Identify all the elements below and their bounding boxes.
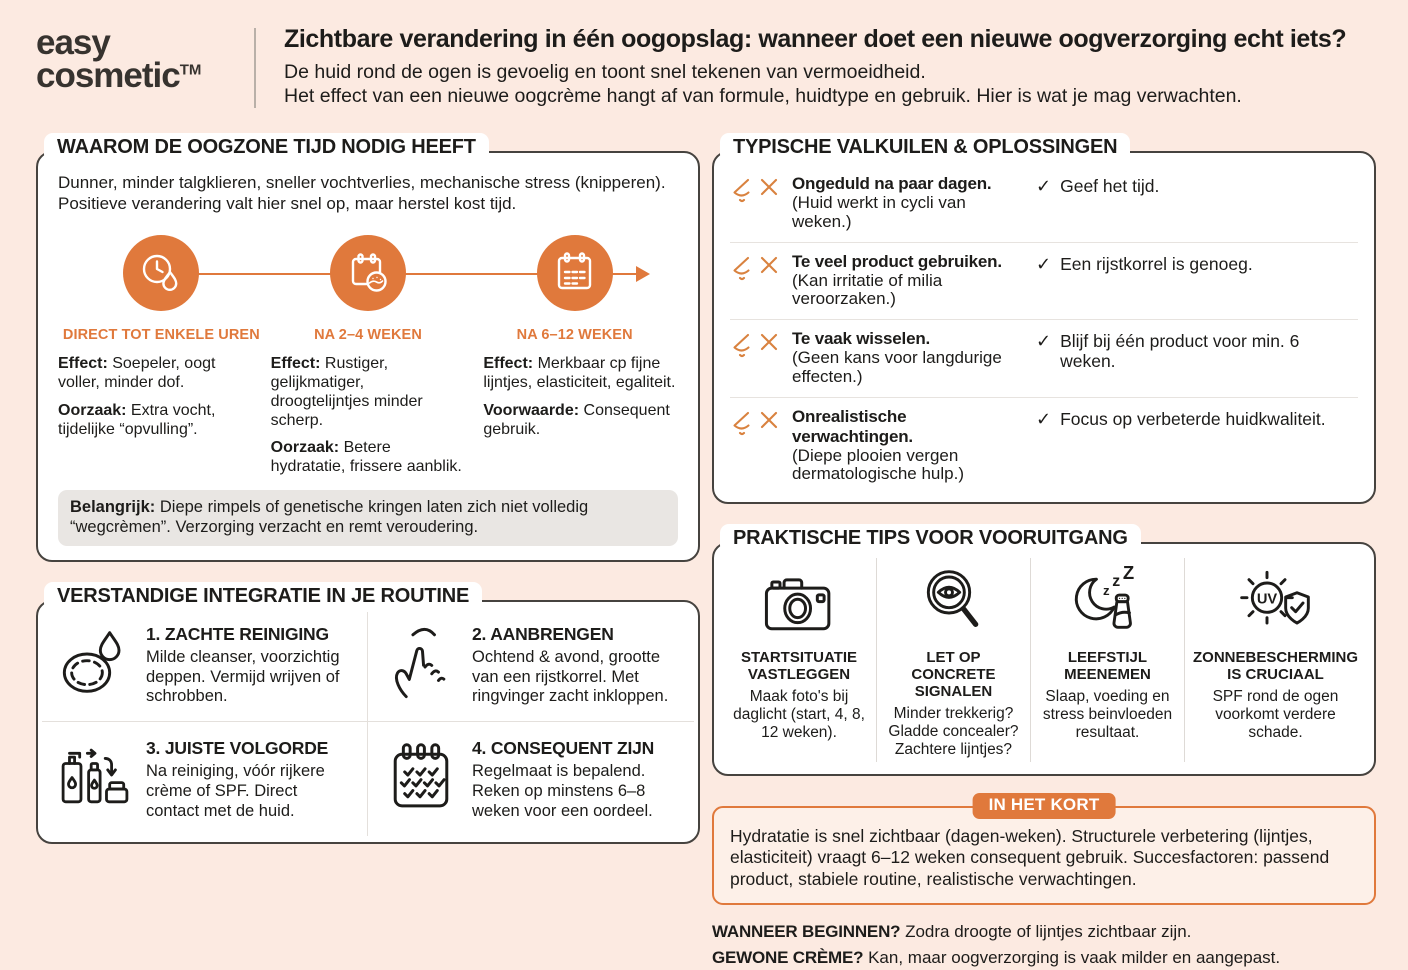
solution-text: Geef het tijd. xyxy=(1060,176,1160,197)
pitfall-solution xyxy=(1036,329,1358,371)
detail-text: Soepeler, oogt voller, minder dof. xyxy=(58,354,216,391)
routine-step-body: Regelmaat is bepalend. Reken op minstens 6–8 weken voor een oordeel. xyxy=(472,762,653,820)
pitfall-detail: (Geen kans voor langdurige effecten.) xyxy=(792,348,1002,386)
routine-grid xyxy=(38,602,698,842)
milestone-detail-2 xyxy=(271,355,466,486)
pitfalls-panel xyxy=(712,151,1376,504)
slash-curve-icon xyxy=(730,177,754,203)
clock-drop-icon xyxy=(123,235,199,311)
detail-label: Effect: xyxy=(483,354,534,372)
footer-line-1 xyxy=(712,919,1376,945)
pitfall-icons xyxy=(730,329,792,358)
routine-step-title: 4. CONSEQUENT ZIJN xyxy=(472,738,655,759)
cross-icon xyxy=(759,177,779,197)
why-intro-line1: Dunner, minder talgklieren, sneller vochtverlies, mechanische stress (knipperen). xyxy=(58,173,666,193)
cross-icon xyxy=(759,410,779,430)
camera-icon xyxy=(730,560,868,646)
magnifier-eye-icon xyxy=(885,560,1022,646)
check-icon: ✓ xyxy=(1036,176,1052,197)
tip-text: Minder trekkerig? Gladde concealer? Zachtere lijntjes? xyxy=(888,704,1019,759)
tip-title: LEEFSTIJL MEENEMEN xyxy=(1064,648,1151,683)
detail-text: Betere hydratatie, frissere aanblik. xyxy=(270,439,462,476)
routine-panel-title: VERSTANDIGE INTEGRATIE IN JE ROUTINE xyxy=(44,582,482,612)
important-note xyxy=(58,490,678,546)
check-icon: ✓ xyxy=(1036,253,1052,274)
summary-text: Hydratatie is snel zichtbaar (dagen-weken). Structurele verbetering (lijntjes, elasticiteit) vraagt 6–12 weken consequent gebruik. Succesfactoren: passend product, stabiele routine, realistische verwachtingen. xyxy=(730,825,1330,890)
slash-curve-icon xyxy=(730,410,754,436)
svg-text:Z: Z xyxy=(1123,565,1135,584)
footer-answer: Kan, maar oogverzorging is vaak milder en aangepast. xyxy=(868,947,1281,967)
cross-icon xyxy=(759,255,779,275)
footer-question: WANNEER BEGINNEN? xyxy=(712,922,901,942)
why-intro-line2: Positieve verandering valt hier snel op, maar herstel kost tijd. xyxy=(58,194,517,214)
milestone-detail-3 xyxy=(483,355,678,486)
tips-panel-wrap xyxy=(712,526,1376,776)
header-text xyxy=(284,26,1346,109)
footer-line-2 xyxy=(712,945,1376,970)
pitfall-problem: Ongeduld na paar dagen. xyxy=(792,174,992,194)
timeline-cell-1 xyxy=(58,229,265,311)
tip-item-3 xyxy=(1030,558,1184,762)
detail-label: Effect: xyxy=(58,354,108,372)
detail-text: Consequent gebruik. xyxy=(483,401,670,438)
routine-step-text xyxy=(146,738,353,821)
tip-text: Slaap, voeding en stress beinvloeden resultaat. xyxy=(1042,687,1173,742)
routine-step-text xyxy=(472,624,680,707)
routine-step-body: Milde cleanser, voorzichtig deppen. Vermijd wrijven of schrobben. xyxy=(146,647,340,706)
detail-text: Merkbaar cp fijne lijntjes, elasticiteit, egaliteit. xyxy=(483,354,676,391)
tip-title: ZONNEBESCHERMING IS CRUCIAAL xyxy=(1192,648,1358,683)
calendar-dash-icon xyxy=(537,235,613,311)
timeline-label-1: DIRECT TOT ENKELE UREN xyxy=(62,326,260,343)
timeline-cell-2 xyxy=(265,229,472,311)
detail-text: Rustiger, gelijkmatiger, droogtelijntjes minder scherp. xyxy=(270,354,423,429)
routine-panel-wrap xyxy=(36,584,700,844)
pitfall-solution xyxy=(1036,407,1358,429)
pitfall-detail: (Kan irritatie of milia veroorzaken.) xyxy=(792,270,943,309)
pitfall-problem: Onrealistische verwachtingen. xyxy=(792,406,913,446)
tip-title: LET OP CONCRETE SIGNALEN xyxy=(911,648,996,700)
note-text: Diepe rimpels of genetische kringen laten zich niet volledig “wegcrèmen”. Verzorging verzacht en remt veroudering. xyxy=(70,498,589,536)
logo-line1: easy xyxy=(36,23,110,62)
routine-step-body: Na reiniging, vóór rijkere crème of SPF. Direct contact met de huid. xyxy=(146,762,325,820)
pitfall-row xyxy=(730,320,1358,397)
pitfall-icons xyxy=(730,174,792,203)
tips-grid xyxy=(714,544,1374,774)
routine-step-text xyxy=(146,624,353,707)
solution-text: Blijf bij één product voor min. 6 weken. xyxy=(1060,331,1300,372)
tip-item-4 xyxy=(1184,558,1366,762)
tip-text: SPF rond de ogen voorkomt verdere schade. xyxy=(1212,687,1339,742)
svg-text:z: z xyxy=(1103,582,1111,598)
routine-step-1 xyxy=(42,608,368,722)
pitfall-text xyxy=(792,407,1036,484)
timeline-label-3: NA 6–12 WEKEN xyxy=(516,326,633,343)
detail-label: Voorwaarde: xyxy=(483,401,580,419)
detail-label: Effect: xyxy=(270,354,321,372)
tip-text: Maak foto's bij daglicht (start, 4, 8, 12 weken). xyxy=(733,687,865,742)
main-content xyxy=(0,119,1408,970)
pitfall-text xyxy=(792,252,1036,309)
tip-item-1 xyxy=(722,558,876,762)
footer-question: GEWONE CRÈME? xyxy=(712,947,864,967)
solution-text: Een rijstkorrel is genoeg. xyxy=(1060,253,1253,274)
routine-step-3 xyxy=(42,722,368,835)
routine-step-title: 1. ZACHTE REINIGING xyxy=(146,623,329,644)
page-subtitle-2: Het effect van een nieuwe oogcrème hangt af van formule, huidtype en gebruik. Hier is wat je mag verwachten. xyxy=(284,85,1242,108)
logo-trademark: TM xyxy=(179,61,202,79)
pitfalls-body xyxy=(714,153,1374,502)
footer-questions xyxy=(712,919,1376,970)
pitfall-solution xyxy=(1036,174,1358,196)
finger-tap-icon xyxy=(384,624,458,702)
pitfalls-panel-wrap xyxy=(712,136,1376,504)
why-panel-body xyxy=(38,153,698,559)
left-column xyxy=(36,119,700,970)
routine-step-2 xyxy=(368,608,694,722)
uv-shield-icon xyxy=(1193,560,1358,646)
pitfall-row xyxy=(730,165,1358,242)
slash-curve-icon xyxy=(730,332,754,358)
pitfall-detail: (Diepe plooien vergen dermatologische hulp.) xyxy=(792,445,964,484)
tip-title: STARTSITUATIE VASTLEGGEN xyxy=(740,648,858,683)
tips-panel xyxy=(712,542,1376,776)
cross-icon xyxy=(759,332,779,352)
page-title: Zichtbare verandering in één oogopslag: wanneer doet een nieuwe oogverzorging echt iets? xyxy=(284,25,1347,53)
milestone-detail-1 xyxy=(58,355,253,486)
logo-line2: cosmetic xyxy=(36,56,180,96)
page-subtitle-1: De huid rond de ogen is gevoelig en toont snel tekenen van vermoeidheid. xyxy=(284,60,926,83)
check-icon: ✓ xyxy=(1036,408,1052,429)
timeline-labels xyxy=(58,327,678,343)
pitfall-row xyxy=(730,398,1358,494)
moon-sleep-icon xyxy=(1039,560,1176,646)
pitfall-detail: (Huid werkt in cycli van weken.) xyxy=(792,193,966,232)
routine-step-4 xyxy=(368,722,694,835)
detail-text: Extra vocht, tijdelijke “opvulling”. xyxy=(58,401,216,438)
tips-panel-title: PRAKTISCHE TIPS VOOR VOORUITGANG xyxy=(720,524,1141,554)
pitfall-text xyxy=(792,174,1036,231)
pitfall-problem: Te veel product gebruiken. xyxy=(792,251,1002,271)
calendar-cream-icon xyxy=(330,235,406,311)
pitfalls-panel-title: TYPISCHE VALKUILEN & OPLOSSINGEN xyxy=(720,133,1130,163)
check-icon: ✓ xyxy=(1036,331,1052,352)
routine-panel xyxy=(36,600,700,844)
detail-label: Oorzaak: xyxy=(58,401,127,419)
timeline-label-2: NA 2–4 WEKEN xyxy=(314,326,422,343)
timeline xyxy=(58,229,678,325)
pitfall-text xyxy=(792,329,1036,386)
footer-answer: Zodra droogte of lijntjes zichtbaar zijn. xyxy=(905,922,1192,942)
why-panel-wrap xyxy=(36,136,700,561)
routine-step-title: 2. AANBRENGEN xyxy=(472,623,614,644)
why-panel-title: WAAROM DE OOGZONE TIJD NODIG HEEFT xyxy=(44,133,489,163)
tip-item-2 xyxy=(876,558,1030,762)
pitfall-row xyxy=(730,243,1358,320)
cotton-pad-drop-icon xyxy=(58,624,132,700)
skincare-products-icon xyxy=(58,738,132,812)
svg-text:UV: UV xyxy=(1257,591,1278,608)
timeline-details xyxy=(58,355,678,486)
solution-text: Focus op verbeterde huidkwaliteit. xyxy=(1060,408,1326,429)
summary-box xyxy=(712,794,1376,906)
calendar-checks-icon xyxy=(384,738,458,814)
timeline-icons-row xyxy=(58,229,678,311)
why-panel xyxy=(36,151,700,561)
timeline-cell-3 xyxy=(471,229,678,311)
pitfall-icons xyxy=(730,407,792,436)
brand-logo xyxy=(36,23,248,96)
routine-step-title: 3. JUISTE VOLGORDE xyxy=(146,738,329,759)
header xyxy=(0,0,1408,109)
routine-step-body: Ochtend & avond, grootte van een rijstkorrel. Met ringvinger zacht inkloppen. xyxy=(472,647,669,706)
detail-label: Oorzaak: xyxy=(270,439,340,457)
summary-badge: IN HET KORT xyxy=(973,793,1116,819)
right-column xyxy=(712,119,1376,970)
pitfall-problem: Te vaak wisselen. xyxy=(792,329,931,349)
svg-text:z: z xyxy=(1112,572,1121,590)
note-label: Belangrijk: xyxy=(70,498,156,517)
slash-curve-icon xyxy=(730,255,754,281)
routine-step-text xyxy=(472,738,680,821)
pitfall-icons xyxy=(730,252,792,281)
pitfall-solution xyxy=(1036,252,1358,274)
header-divider xyxy=(254,28,256,108)
